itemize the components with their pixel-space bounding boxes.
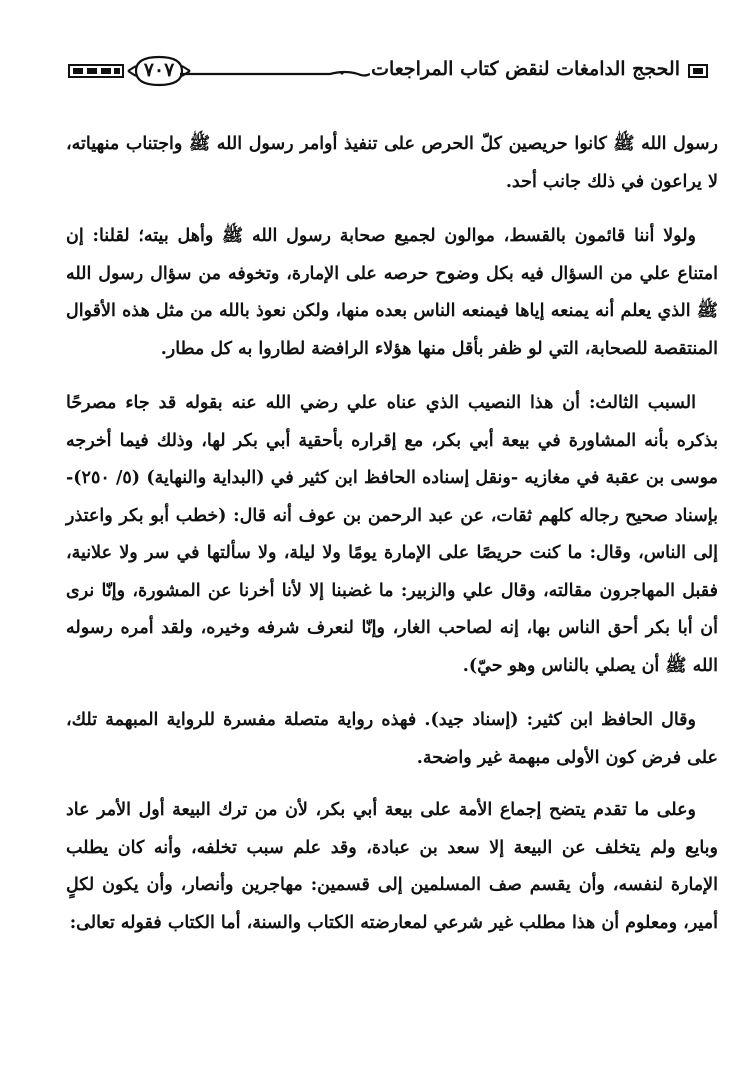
paragraph-4: وقال الحافظ ابن كثير: (إسناد جيد). فهذه رواية متصلة مفسرة للرواية المبهمة تلك، على فرض كون الأولى مبهمة غير واضحة. — [66, 710, 718, 768]
page-body — [66, 126, 718, 959]
page-number: ٧٠٧ — [143, 59, 175, 81]
header-decorative-rule — [180, 70, 370, 78]
paragraph-2: ولولا أننا قائمون بالقسط، موالون لجميع صحابة رسول الله ﷺ وأهل بيته؛ لقلنا: إن امتناع علي من السؤال فيه بكل وضوح حرصه على الإمارة، وتخوفه من سؤال رسول الله ﷺ الذي يعلم أنه يمنعه إياها فيمنعه الناس بعده منها، ولكن نعوذ بالله من مثل هذه الأقوال المنتقصة للصحابة، التي لو ظفر بأقل منها هؤلاء الرافضة لطاروا به كل مطار. — [66, 226, 718, 359]
paragraph-1: رسول الله ﷺ كانوا حريصين كلّ الحرص على تنفيذ أوامر رسول الله ﷺ واجتناب منهياته، لا يراعون في ذلك جانب أحد. — [66, 134, 718, 192]
header-ornament-left-icon — [68, 63, 124, 79]
paragraph-3: السبب الثالث: أن هذا النصيب الذي عناه علي رضي الله عنه بقوله قد جاء مصرحًا بذكره بأنه المشاورة في بيعة أبي بكر، مع إقراره بأحقية أبي بكر لها، وذلك فيما أخرجه موسى بن عقبة في مغازيه -ونقل إسناده الحافظ ابن كثير في (البداية والنهاية) (٥/ ٢٥٠)- بإسناد صحيح رجاله كلهم ثقات، عن عبد الرحمن بن عوف أنه قال: (خطب أبو بكر واعتذر إلى الناس، وقال: ما كنت حريصًا على الإمارة يومًا ولا ليلة، ولا سألتها في سر ولا علانية، فقبل المهاجرون مقالته، وقال علي والزبير: ما غضبنا إلا لأنا أخرنا عن المشورة، وإنّا نرى أن أبا بكر أحق الناس بها، إنه لصاحب الغار، وإنّا لنعرف شرفه وخيره، ولقد أمره رسوله الله ﷺ أن يصلي بالناس وهو حيّ). — [66, 393, 718, 676]
running-header — [68, 52, 708, 94]
header-ornament-right-icon — [688, 64, 708, 78]
paragraph-5: وعلى ما تقدم يتضح إجماع الأمة على بيعة أبي بكر، لأن من ترك البيعة أول الأمر عاد وبايع ولم يتخلف عن البيعة إلا سعد بن عبادة، وقد علم سبب تخلفه، وأنه كان يطلب الإمارة لنفسه، وأن يقسم صف المسلمين إلى قسمين: مهاجرين وأنصار، وأن يكون لكلٍ أمير، ومعلوم أن هذا مطلب غير شرعي لمعارضته الكتاب والسنة، أما الكتاب فقوله تعالى: — [66, 800, 718, 933]
running-header-title: الحجج الدامغات لنقض كتاب المراجعات — [371, 58, 680, 80]
